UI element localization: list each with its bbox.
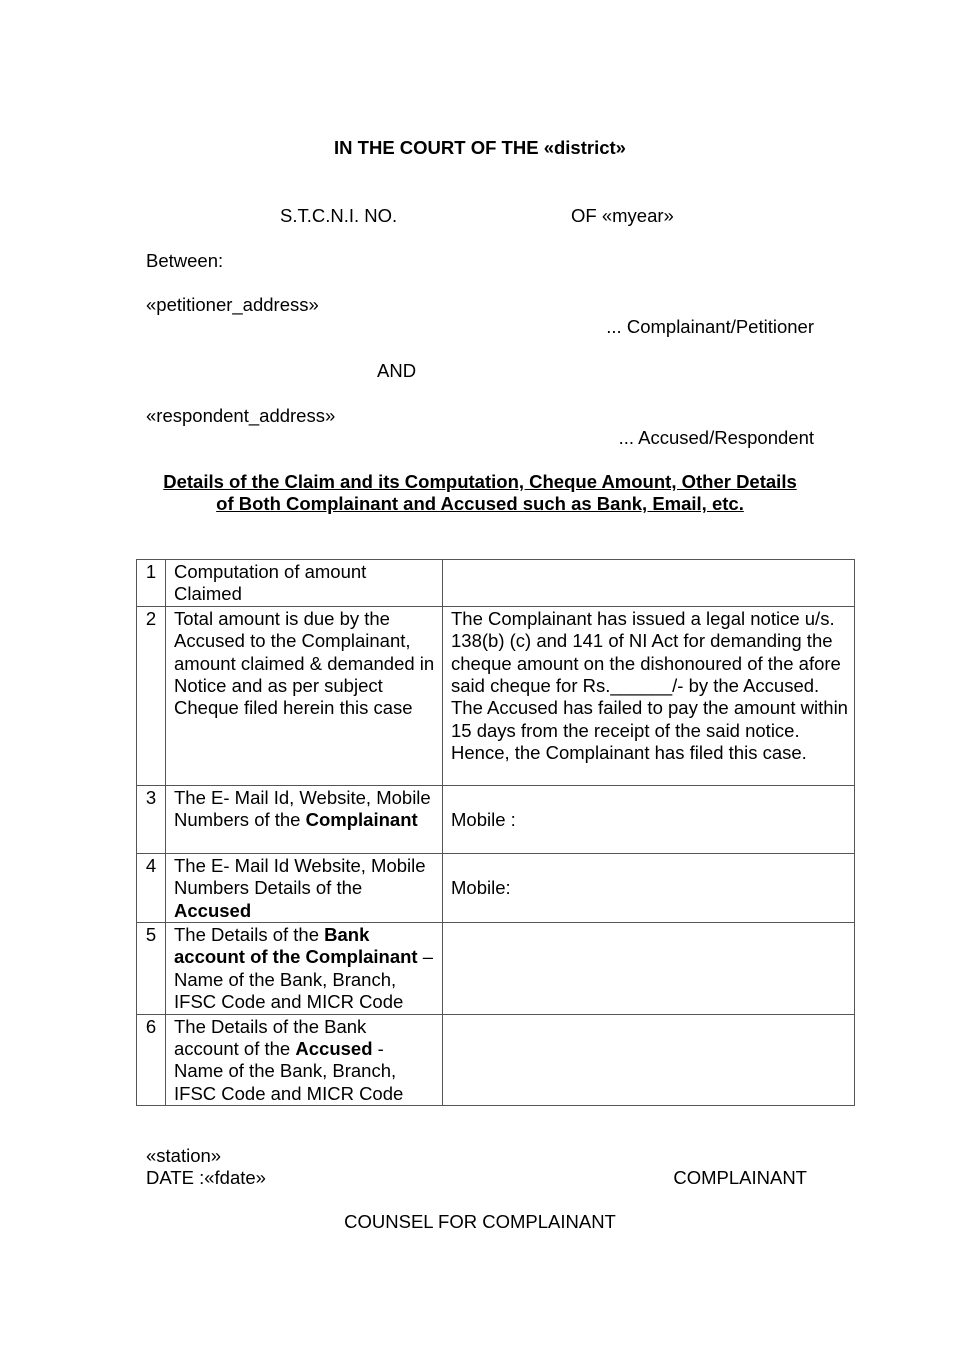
row-value [443, 560, 855, 607]
case-number-label: S.T.C.N.I. NO. [280, 205, 398, 226]
table-row [137, 560, 855, 607]
table-row [137, 1014, 855, 1106]
court-title: IN THE COURT OF THE «district» [334, 137, 626, 158]
details-heading [120, 471, 840, 516]
row-value [443, 1014, 855, 1106]
row-label-bold: Bank account of the Complainant [174, 924, 418, 968]
row-value: The Complainant has issued a legal notice u/s. 138(b) (c) and 141 of NI Act for demanding the cheque amount on the dishonoured of the afore said cheque for Rs.______/- by the Accused. The Accused has failed to pay the amount within 15 days from the receipt of the said notice. Hence, the Complainant has filed this case. [443, 606, 855, 785]
row-label-text-post: - Name of the Bank, Branch, IFSC Code and MICR Code [174, 1038, 404, 1104]
row-value-text: Mobile : [451, 808, 516, 830]
row-label-text: The Details of the Bank account of the [174, 1015, 367, 1060]
row-number: 3 [137, 785, 166, 853]
row-label-text-post: – Name of the Bank, Branch, IFSC Code and MICR Code [174, 946, 434, 1013]
and-label: AND [377, 360, 417, 381]
row-label-bold: Accused [174, 899, 252, 921]
row-number: 2 [137, 606, 166, 785]
row-label [166, 853, 443, 922]
row-number: 5 [137, 923, 166, 1015]
respondent-role: ... Accused/Respondent [618, 427, 814, 448]
row-label: Total amount is due by the Accused to the Complainant, amount claimed & demanded in Notice and as per subject Cheque filed herein this case [166, 606, 443, 785]
table-row [137, 785, 855, 853]
row-number: 1 [137, 560, 166, 607]
row-label [166, 923, 443, 1015]
respondent-address: «respondent_address» [146, 405, 336, 426]
case-year: OF «myear» [571, 205, 674, 226]
between-label: Between: [146, 250, 224, 271]
row-number: 4 [137, 853, 166, 922]
complainant-signature-label: COMPLAINANT [673, 1167, 807, 1188]
date: DATE :«fdate» [146, 1167, 266, 1188]
row-value-text: Mobile: [451, 876, 511, 898]
details-heading-line2: of Both Complainant and Accused such as Bank, Email, etc. [216, 493, 744, 515]
petitioner-role: ... Complainant/Petitioner [606, 316, 814, 337]
row-label [166, 1014, 443, 1106]
row-label-text: The Details of the [174, 924, 325, 946]
row-label-text: The E- Mail Id, Website, Mobile Numbers of the [174, 786, 431, 831]
claim-details-table [136, 559, 855, 1106]
petitioner-address: «petitioner_address» [146, 294, 319, 315]
row-label [166, 785, 443, 853]
table-row [137, 923, 855, 1015]
table-row [137, 606, 855, 785]
row-label: Computation of amount Claimed [166, 560, 443, 607]
row-label-bold: Accused [295, 1038, 373, 1060]
station: «station» [146, 1145, 222, 1166]
counsel-signature-label: COUNSEL FOR COMPLAINANT [344, 1211, 616, 1232]
table-row [137, 853, 855, 922]
row-number: 6 [137, 1014, 166, 1106]
row-label-bold: Complainant [305, 809, 418, 831]
row-value [443, 923, 855, 1015]
details-heading-line1: Details of the Claim and its Computation, Cheque Amount, Other Details [163, 471, 797, 492]
row-label-text: The E- Mail Id Website, Mobile Numbers Details of the [174, 854, 426, 899]
row-value [443, 785, 855, 853]
row-value [443, 853, 855, 922]
